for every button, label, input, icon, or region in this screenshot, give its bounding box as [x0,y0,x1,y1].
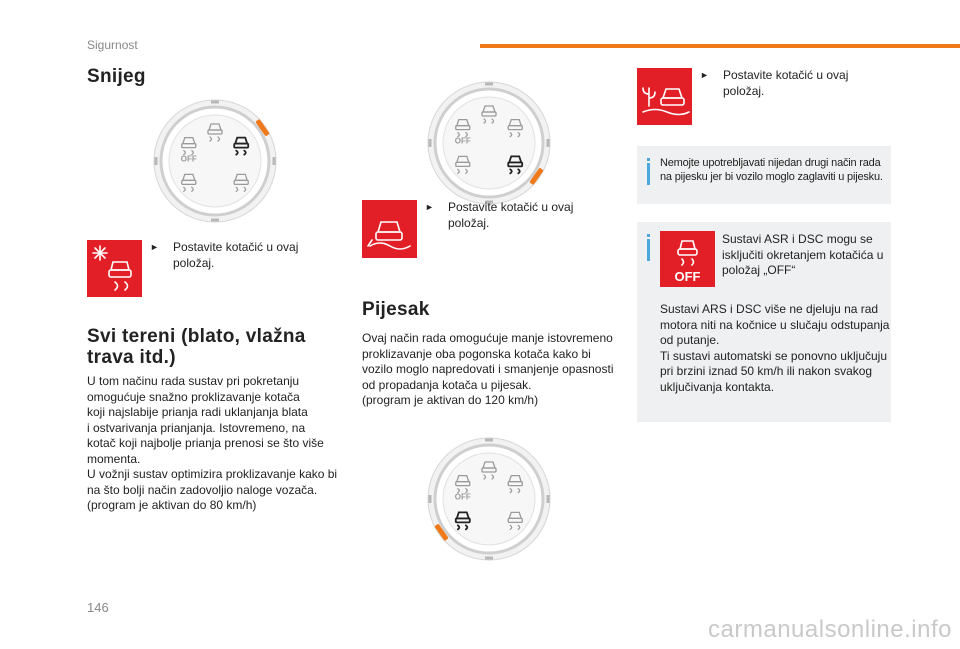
info-panel-sand: Nemojte upotrebljavati nijedan drugi način rada na pijesku jer bi vozilo moglo zaglaviti u pijesku. [637,146,891,204]
sand-text: Ovaj način rada omogućuje manje istovremeno proklizavanje oba pogonska kotača kako bi vozilo moglo napredovati i smanjenje opasnosti od propadanja kotača u pijesak. (program je aktivan do 120 km/h) [362,331,614,407]
info-icon-bar [647,163,650,185]
mode-dial-snow [152,98,278,224]
watermark: carmanualsonline.info [708,616,952,643]
info-icon-bar [647,239,650,261]
mode-dial-mud [426,80,552,206]
allterrain-text: U tom načinu rada sustav pri pokretanju omogućuje snažno proklizavanje kotača koji najslabije prianja radi uklanjanja blata i ostvarivanja prianjanja. Istovremeno, na kotač koji najbolje prianja prenosi se što više momenta. U vožnji sustav optimizira proklizavanje kako bi na što bolji način zadovoljio naloge vozača. (program je aktivan do 80 km/h) [87,374,338,512]
snow-mode-icon [87,240,142,297]
header-accent-bar [480,44,960,48]
dial-off-label: OFF [454,136,471,146]
off-mode-icon [660,231,715,287]
info-panel-off: OFF Sustavi ASR i DSC mogu se isključiti okretanjem kotačića u položaj „OFF“ Sustavi ARS i DSC više ne djeluju na rad motora niti na kočnice u slučaju odstupanja od putanje. Ti sustavi automatski se ponovno uključuju pri brzini iznad 50 km/h ili nakon svakog uključivanja kontakta. [637,222,891,422]
dial-graphic [426,436,552,562]
dial-graphic [152,98,278,224]
bullet-marker: ► [425,202,434,212]
snow-instruction: ► Postavite kotačić u ovaj položaj. [150,240,299,270]
snow-title: Snijeg [87,66,146,87]
dial-off-label: OFF [180,154,197,164]
mode-dial-sand [426,436,552,562]
page-number: 146 [87,600,109,615]
off-description: Sustavi ARS i DSC više ne djeluju na rad motora niti na kočnice u slučaju odstupanja od putanje. Ti sustavi automatski se ponovno uključuju pri brzini iznad 50 km/h ili nakon svakog uključivanja kontakta. [660,302,890,394]
mud-mode-icon [362,200,417,258]
sand-mode-icon [637,68,692,125]
dial-off-label: OFF [454,492,471,502]
bullet-marker: ► [700,70,709,80]
dial-graphic [426,80,552,206]
bullet-marker: ► [150,242,159,252]
sand-instruction: ► Postavite kotačić u ovaj položaj. [700,68,849,98]
allterrain-title: Svi tereni (blato, vlažna trava itd.) [87,326,306,368]
off-label: OFF [674,269,701,284]
section-label: Sigurnost [87,38,138,52]
info-icon [647,158,650,161]
mud-instruction: ► Postavite kotačić u ovaj položaj. [425,200,574,230]
sand-title: Pijesak [362,299,430,320]
info-icon [647,234,650,237]
